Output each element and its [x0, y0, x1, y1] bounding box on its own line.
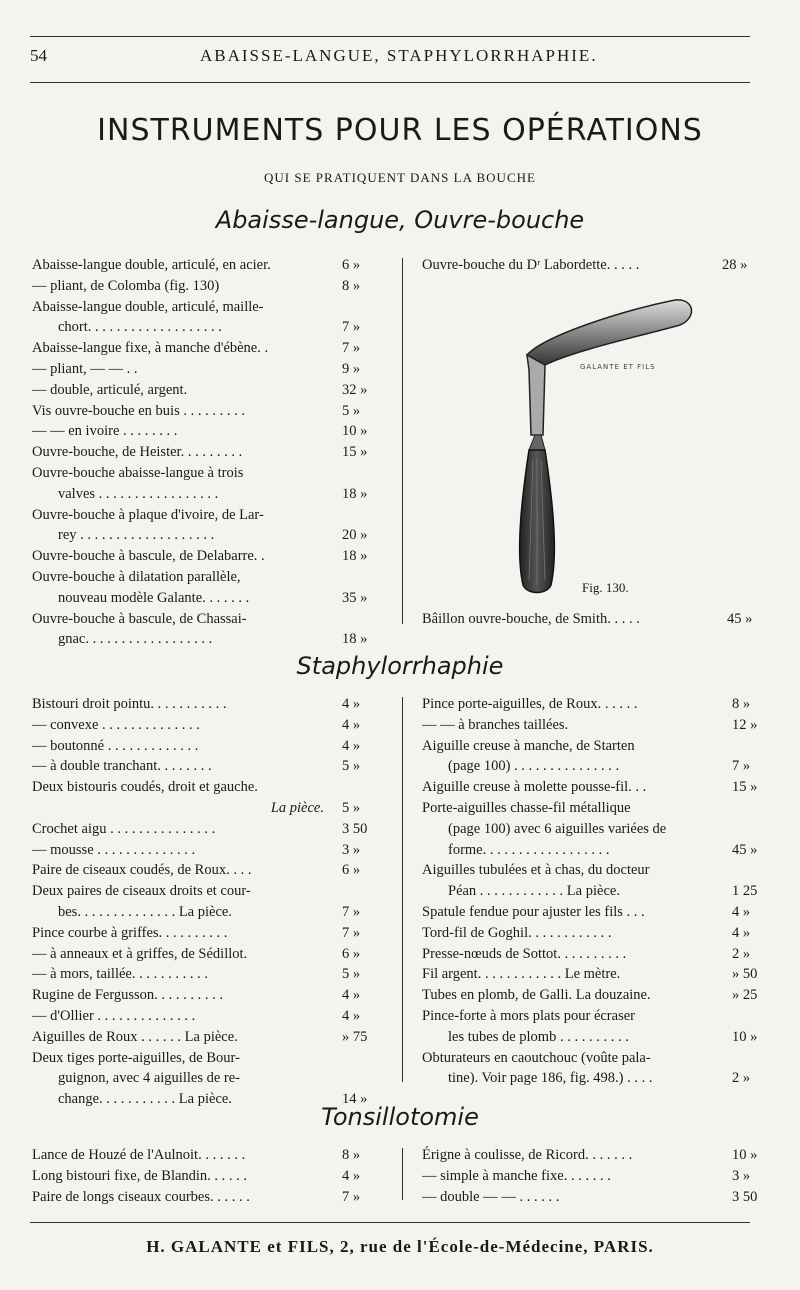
- item-description: — — à branches taillées.: [422, 716, 569, 733]
- item-price: 8 »: [732, 696, 751, 712]
- item-price: 3 50: [342, 820, 368, 837]
- item-description: nouveau modèle Galante. . . . . . .: [58, 589, 250, 606]
- catalogue-row: [32, 609, 394, 630]
- item-description: — simple à manche fixe. . . . . . .: [422, 1167, 611, 1184]
- item-description: (page 100) . . . . . . . . . . . . . . .: [448, 758, 620, 775]
- item-price: 14 »: [342, 1091, 368, 1108]
- publisher-footer: H. GALANTE et FILS, 2, rue de l'École-de-Médecine, PARIS.: [146, 1237, 654, 1256]
- item-price: 45 »: [732, 841, 758, 858]
- abaisse-right-top: [422, 255, 772, 276]
- item-description: — d'Ollier . . . . . . . . . . . . . .: [32, 1007, 196, 1024]
- catalogue-row: [422, 860, 772, 881]
- figure-caption: Fig. 130.: [582, 580, 629, 595]
- item-price: 18 »: [342, 548, 368, 565]
- item-price: 45 »: [727, 611, 753, 627]
- tonsil-left-column: [32, 1145, 394, 1207]
- item-price: » 75: [342, 1028, 368, 1045]
- catalogue-row: [422, 985, 772, 1006]
- tongue-depressor-icon: [505, 290, 705, 600]
- item-description: guignon, avec 4 aiguilles de re-: [58, 1070, 240, 1087]
- running-title: ABAISSE-LANGUE, STAPHYLORRHAPHIE.: [200, 46, 598, 65]
- item-price: 6 »: [342, 945, 361, 962]
- staphy-left-column: [32, 694, 394, 1110]
- top-rule: [30, 36, 750, 37]
- item-price: 7 »: [732, 758, 751, 775]
- catalogue-row: [32, 317, 394, 338]
- item-description: Paire de ciseaux coudés, de Roux. . . .: [32, 862, 252, 879]
- item-description: La pièce.: [270, 799, 324, 816]
- item-description: Abaisse-langue double, articulé, maille-: [32, 298, 264, 315]
- catalogue-row: [422, 609, 772, 630]
- item-price: 7 »: [342, 924, 361, 941]
- item-description: Ouvre-bouche du Dʳ Labordette. . . . .: [422, 257, 640, 273]
- catalogue-row: [422, 777, 772, 798]
- item-description: Ouvre-bouche à bascule, de Delabarre. .: [32, 548, 265, 565]
- item-description: — pliant, — — . .: [32, 360, 138, 377]
- item-description: Presse-nœuds de Sottot. . . . . . . . . .: [422, 945, 627, 962]
- item-description: change. . . . . . . . . . . La pièce.: [58, 1091, 232, 1108]
- item-price: 7 »: [342, 903, 361, 920]
- item-description: Ouvre-bouche à plaque d'ivoire, de Lar-: [32, 506, 264, 523]
- abaisse-right-bottom: [422, 609, 772, 630]
- item-description: — mousse . . . . . . . . . . . . . .: [32, 841, 196, 858]
- section-title-abaisse: Abaisse-langue, Ouvre-bouche: [215, 206, 585, 234]
- item-description: Tord-fil de Goghil. . . . . . . . . . . .: [422, 924, 612, 941]
- catalogue-row: [422, 881, 772, 902]
- catalogue-row: [32, 819, 394, 840]
- catalogue-row: [32, 944, 394, 965]
- catalogue-row: [32, 1027, 394, 1048]
- item-description: Ouvre-bouche à dilatation parallèle,: [32, 568, 241, 585]
- item-description: Aiguilles de Roux . . . . . . La pièce.: [32, 1028, 238, 1045]
- header-rule: [30, 82, 750, 83]
- item-price: 15 »: [342, 444, 368, 461]
- item-description: (page 100) avec 6 aiguilles variées de: [448, 820, 667, 837]
- catalogue-row: [32, 505, 394, 526]
- item-description: Ouvre-bouche abaisse-langue à trois: [32, 464, 244, 481]
- item-description: Abaisse-langue fixe, à manche d'ébène. .: [32, 340, 269, 357]
- catalogue-row: [32, 902, 394, 923]
- catalogue-row: [422, 1068, 772, 1089]
- item-description: Péan . . . . . . . . . . . . La pièce.: [448, 883, 620, 900]
- catalogue-row: [422, 1027, 772, 1048]
- item-description: Pince courbe à griffes. . . . . . . . . .: [32, 924, 228, 941]
- item-description: Crochet aigu . . . . . . . . . . . . . . .: [32, 820, 216, 837]
- item-price: 2 »: [732, 1070, 751, 1087]
- tonsil-right-column: [422, 1145, 772, 1207]
- item-description: Paire de longs ciseaux courbes. . . . . .: [32, 1188, 250, 1205]
- section-title-tonsillotomie: Tonsillotomie: [321, 1103, 479, 1131]
- catalogue-row: [32, 463, 394, 484]
- item-description: tine). Voir page 186, fig. 498.) . . . .: [448, 1070, 653, 1087]
- item-description: Porte-aiguilles chasse-fil métallique: [422, 799, 631, 816]
- item-description: Pince-forte à mors plats pour écraser: [422, 1007, 635, 1024]
- item-description: Spatule fendue pour ajuster les fils . . .: [422, 903, 645, 920]
- item-price: 18 »: [342, 631, 368, 648]
- item-price: 10 »: [342, 423, 368, 440]
- footer-rule: [30, 1222, 750, 1223]
- catalogue-row: [32, 798, 394, 819]
- catalogue-row: [32, 401, 394, 422]
- item-price: 4 »: [342, 696, 361, 712]
- item-description: Bistouri droit pointu. . . . . . . . . . .: [32, 696, 227, 712]
- page-subtitle: QUI SE PRATIQUENT DANS LA BOUCHE: [264, 170, 536, 185]
- item-description: Érigne à coulisse, de Ricord. . . . . . .: [422, 1147, 633, 1163]
- item-price: 4 »: [342, 987, 361, 1004]
- item-description: Aiguille creuse à manche, de Starten: [422, 737, 635, 754]
- catalogue-row: [32, 777, 394, 798]
- staphy-divider: [402, 697, 403, 1082]
- catalogue-row: [422, 840, 772, 861]
- item-price: 5 »: [342, 402, 361, 419]
- item-price: 32 »: [342, 381, 368, 398]
- item-description: gnac. . . . . . . . . . . . . . . . . .: [58, 631, 213, 648]
- item-price: 4 »: [342, 1007, 361, 1024]
- catalogue-row: [32, 484, 394, 505]
- item-price: 5 »: [342, 799, 361, 816]
- item-description: Long bistouri fixe, de Blandin. . . . . .: [32, 1167, 248, 1184]
- catalogue-row: [422, 819, 772, 840]
- item-description: les tubes de plomb . . . . . . . . . .: [448, 1028, 629, 1045]
- catalogue-row: [422, 1187, 772, 1208]
- item-price: 15 »: [732, 779, 758, 796]
- item-description: Deux paires de ciseaux droits et cour-: [32, 883, 251, 900]
- catalogue-row: [32, 736, 394, 757]
- item-price: 5 »: [342, 758, 361, 775]
- catalogue-row: [32, 694, 394, 715]
- section-title-staphylorrhaphie: Staphylorrhaphie: [296, 652, 504, 680]
- item-price: 4 »: [342, 716, 361, 733]
- catalogue-row: [32, 1145, 394, 1166]
- catalogue-row: [32, 985, 394, 1006]
- item-description: bes. . . . . . . . . . . . . . La pièce.: [58, 903, 232, 920]
- page-title: INSTRUMENTS POUR LES OPÉRATIONS: [97, 113, 703, 148]
- item-description: rey . . . . . . . . . . . . . . . . . . .: [58, 527, 215, 544]
- catalogue-row: [32, 715, 394, 736]
- catalogue-row: [422, 255, 772, 276]
- catalogue-row: [422, 736, 772, 757]
- page-number: 54: [30, 46, 47, 65]
- catalogue-row: [32, 923, 394, 944]
- catalogue-row: [422, 944, 772, 965]
- catalogue-row: [32, 588, 394, 609]
- item-description: — double, articulé, argent.: [32, 381, 188, 398]
- catalogue-row: [32, 421, 394, 442]
- item-description: valves . . . . . . . . . . . . . . . . .: [58, 485, 219, 502]
- item-description: forme. . . . . . . . . . . . . . . . . .: [448, 841, 610, 858]
- item-price: 6 »: [342, 257, 361, 273]
- catalogue-row: [32, 964, 394, 985]
- catalogue-row: [422, 923, 772, 944]
- figure-engraving-label: GALANTE ET FILS: [580, 363, 656, 371]
- catalogue-row: [422, 1006, 772, 1027]
- item-price: 7 »: [342, 1188, 361, 1205]
- item-description: Aiguille creuse à molette pousse-fil. . .: [422, 779, 647, 796]
- catalogue-row: [32, 1166, 394, 1187]
- figure-130-illustration: [505, 290, 705, 600]
- catalogue-row: [32, 525, 394, 546]
- catalogue-row: [32, 629, 394, 650]
- item-price: 1 25: [732, 883, 758, 900]
- catalogue-row: [32, 1048, 394, 1069]
- item-price: 20 »: [342, 527, 368, 544]
- catalogue-row: [32, 881, 394, 902]
- catalogue-row: [32, 1006, 394, 1027]
- catalogue-row: [32, 567, 394, 588]
- catalogue-row: [32, 1068, 394, 1089]
- catalogue-row: [32, 840, 394, 861]
- item-price: 8 »: [342, 277, 361, 294]
- item-price: » 25: [732, 987, 758, 1004]
- catalogue-row: [32, 338, 394, 359]
- catalogue-row: [422, 715, 772, 736]
- catalogue-row: [32, 546, 394, 567]
- catalogue-row: [32, 756, 394, 777]
- catalogue-row: [32, 297, 394, 318]
- item-description: Pince porte-aiguilles, de Roux. . . . . .: [422, 696, 638, 712]
- catalogue-row: [422, 1145, 772, 1166]
- item-price: 18 »: [342, 485, 368, 502]
- item-price: 4 »: [732, 924, 751, 941]
- catalogue-row: [32, 442, 394, 463]
- item-price: 4 »: [732, 903, 751, 920]
- catalogue-row: [32, 1187, 394, 1208]
- item-description: Obturateurs en caoutchouc (voûte pala-: [422, 1049, 651, 1066]
- abaisse-divider: [402, 258, 403, 624]
- staphy-right-column: [422, 694, 772, 1089]
- catalogue-row: [422, 1166, 772, 1187]
- item-price: 35 »: [342, 589, 368, 606]
- item-price: 6 »: [342, 862, 361, 879]
- catalogue-row: [422, 1048, 772, 1069]
- item-price: 5 »: [342, 966, 361, 983]
- item-description: Fil argent. . . . . . . . . . . . Le mètre.: [422, 966, 621, 983]
- item-description: — à anneaux et à griffes, de Sédillot.: [32, 945, 248, 962]
- catalogue-row: [32, 255, 394, 276]
- item-price: 3 50: [732, 1188, 758, 1205]
- tonsil-divider: [402, 1148, 403, 1200]
- item-description: — convexe . . . . . . . . . . . . . .: [32, 716, 200, 733]
- catalogue-row: [32, 860, 394, 881]
- item-description: Ouvre-bouche, de Heister. . . . . . . . .: [32, 444, 243, 461]
- item-description: Abaisse-langue double, articulé, en acier.: [32, 257, 271, 273]
- catalogue-row: [32, 380, 394, 401]
- item-price: 4 »: [342, 737, 361, 754]
- catalogue-row: [32, 359, 394, 380]
- item-price: 8 »: [342, 1147, 361, 1163]
- item-price: 7 »: [342, 340, 361, 357]
- item-price: 9 »: [342, 360, 361, 377]
- item-description: chort. . . . . . . . . . . . . . . . . . .: [58, 319, 222, 336]
- item-description: Vis ouvre-bouche en buis . . . . . . . . .: [32, 402, 245, 419]
- item-description: Tubes en plomb, de Galli. La douzaine.: [422, 987, 651, 1004]
- item-price: 3 »: [732, 1167, 751, 1184]
- item-price: 7 »: [342, 319, 361, 336]
- item-price: 2 »: [732, 945, 751, 962]
- item-description: Lance de Houzé de l'Aulnoit. . . . . . .: [32, 1147, 246, 1163]
- item-description: — pliant, de Colomba (fig. 130): [32, 277, 220, 294]
- catalogue-row: [422, 902, 772, 923]
- item-description: Deux tiges porte-aiguilles, de Bour-: [32, 1049, 240, 1066]
- abaisse-left-column: [32, 255, 394, 650]
- item-price: 12 »: [732, 716, 758, 733]
- item-price: 3 »: [342, 841, 361, 858]
- item-price: 10 »: [732, 1147, 758, 1163]
- catalogue-row: [32, 276, 394, 297]
- catalogue-row: [422, 798, 772, 819]
- item-description: — — en ivoire . . . . . . . .: [32, 423, 178, 440]
- catalogue-row: [422, 964, 772, 985]
- item-price: 4 »: [342, 1167, 361, 1184]
- item-price: 28 »: [722, 257, 748, 273]
- item-description: Bâillon ouvre-bouche, de Smith. . . . .: [422, 611, 640, 627]
- item-description: — double — — . . . . . .: [422, 1188, 560, 1205]
- item-description: — à double tranchant. . . . . . . .: [32, 758, 212, 775]
- item-price: 10 »: [732, 1028, 758, 1045]
- item-description: — à mors, taillée. . . . . . . . . . .: [32, 966, 208, 983]
- item-description: Deux bistouris coudés, droit et gauche.: [32, 779, 258, 796]
- catalogue-row: [422, 756, 772, 777]
- item-description: — boutonné . . . . . . . . . . . . .: [32, 737, 199, 754]
- item-description: Aiguilles tubulées et à chas, du docteur: [422, 862, 650, 879]
- item-price: » 50: [732, 966, 758, 983]
- catalogue-row: [422, 694, 772, 715]
- item-description: Rugine de Fergusson. . . . . . . . . .: [32, 987, 224, 1004]
- item-description: Ouvre-bouche à bascule, de Chassai-: [32, 610, 247, 627]
